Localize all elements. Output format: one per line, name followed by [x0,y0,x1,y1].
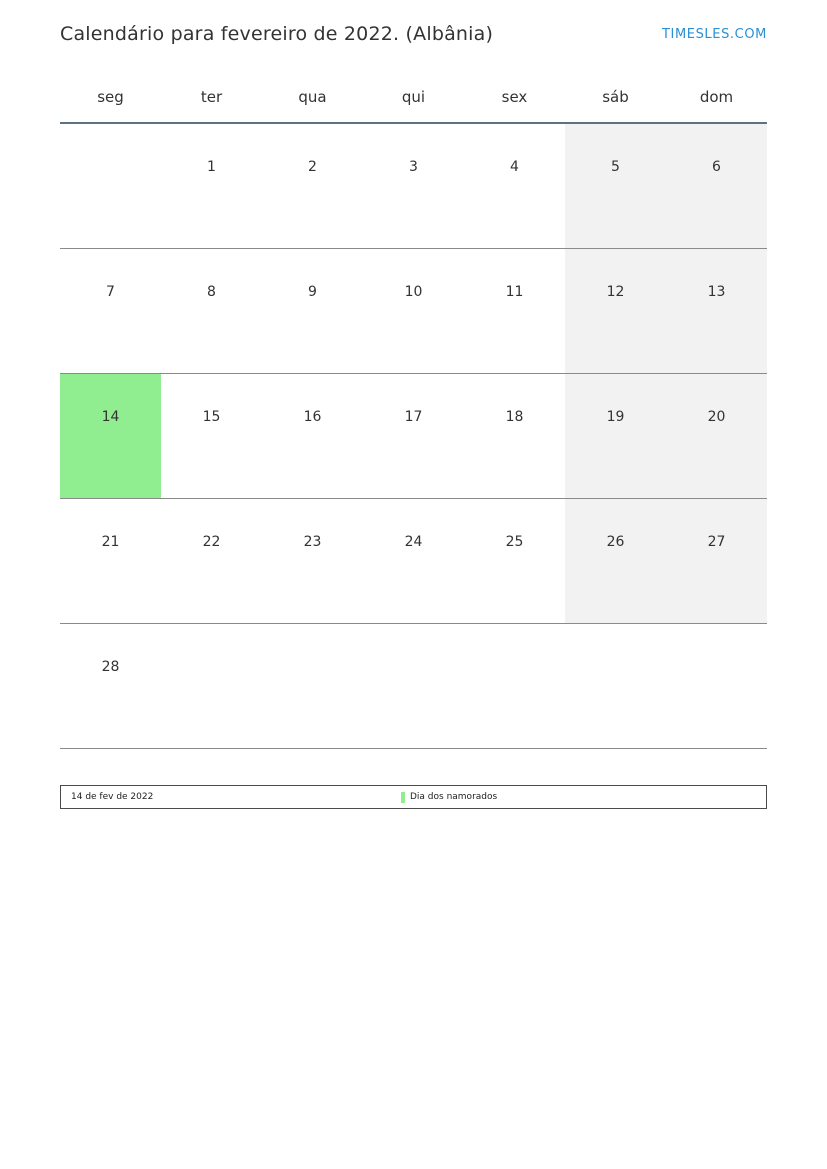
day-cell[interactable] [161,624,262,749]
day-cell[interactable]: 24 [363,499,464,624]
calendar-body [60,123,767,749]
calendar-container [60,78,767,749]
day-cell-highlighted[interactable]: 14 [60,374,161,499]
calendar-week-row [60,123,767,249]
day-cell[interactable]: 7 [60,249,161,374]
page-title: Calendário para fevereiro de 2022. (Albânia) [60,23,494,45]
calendar-week-row [60,374,767,499]
day-cell-weekend[interactable]: 27 [666,499,767,624]
day-cell[interactable]: 8 [161,249,262,374]
day-cell[interactable]: 10 [363,249,464,374]
day-cell-weekend[interactable]: 12 [565,249,666,374]
day-cell[interactable]: 11 [464,249,565,374]
day-cell[interactable]: 2 [262,123,363,249]
weekday-header-wed: qua [262,78,363,123]
day-cell[interactable] [565,624,666,749]
day-cell[interactable]: 23 [262,499,363,624]
weekday-header-sun: dom [666,78,767,123]
day-cell[interactable] [262,624,363,749]
day-cell-weekend[interactable]: 5 [565,123,666,249]
legend-event [401,792,497,803]
calendar-week-row [60,499,767,624]
day-cell[interactable]: 28 [60,624,161,749]
legend-date: 14 de fev de 2022 [71,792,154,802]
day-cell[interactable]: 9 [262,249,363,374]
legend-event-label: Dia dos namorados [410,792,498,802]
day-cell-weekend[interactable]: 13 [666,249,767,374]
day-cell-weekend[interactable]: 19 [565,374,666,499]
day-cell[interactable]: 22 [161,499,262,624]
calendar-week-row [60,249,767,374]
calendar-week-row [60,624,767,749]
day-cell-weekend[interactable]: 6 [666,123,767,249]
weekday-header-sat: sáb [565,78,666,123]
day-cell[interactable]: 25 [464,499,565,624]
page-header [0,14,827,54]
day-cell[interactable]: 1 [161,123,262,249]
site-brand[interactable]: TIMESLES.COM [661,26,767,42]
legend-bar [60,785,767,809]
day-cell[interactable]: 16 [262,374,363,499]
day-cell[interactable]: 4 [464,123,565,249]
calendar-table [60,78,767,749]
day-cell[interactable]: 3 [363,123,464,249]
day-cell[interactable] [666,624,767,749]
day-cell[interactable]: 17 [363,374,464,499]
weekday-header-fri: sex [464,78,565,123]
day-cell[interactable]: 15 [161,374,262,499]
day-cell[interactable]: 18 [464,374,565,499]
day-cell-weekend[interactable]: 26 [565,499,666,624]
day-cell[interactable] [60,123,161,249]
weekday-header-thu: qui [363,78,464,123]
calendar-header-row [60,78,767,123]
legend-color-swatch [401,792,405,803]
day-cell-weekend[interactable]: 20 [666,374,767,499]
weekday-header-tue: ter [161,78,262,123]
day-cell[interactable]: 21 [60,499,161,624]
weekday-header-mon: seg [60,78,161,123]
day-cell[interactable] [464,624,565,749]
day-cell[interactable] [363,624,464,749]
